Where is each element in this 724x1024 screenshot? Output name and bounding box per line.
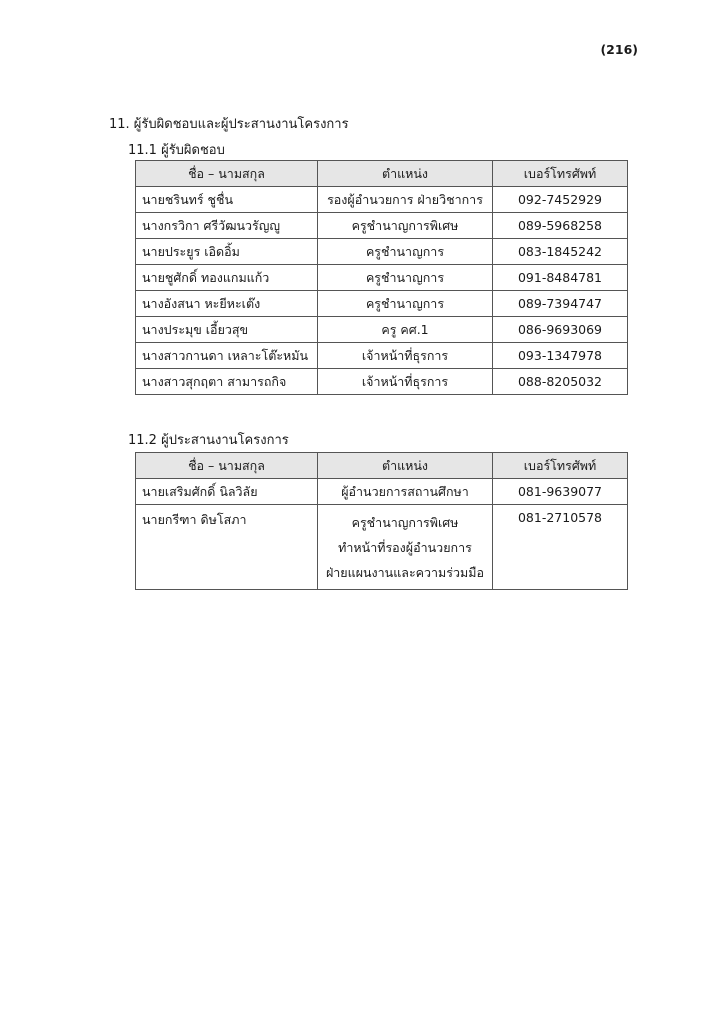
table-row [136,213,628,239]
cell-phone: 081-9639077 [493,479,628,505]
cell-name: นางอังสนา หะยีหะเต๊ง [136,291,318,317]
cell-name: นายประยูร เอิดอิ้ม [136,239,318,265]
cell-phone: 089-7394747 [493,291,628,317]
header-position: ตำแหน่ง [318,453,493,479]
cell-position: ครูชำนาญการ [318,265,493,291]
cell-position: ครูชำนาญการ [318,239,493,265]
cell-name: นางประมุข เอี้ยวสุข [136,317,318,343]
header-name: ชื่อ – นามสกุล [136,453,318,479]
cell-name: นายชูศักดิ์ ทองแกมแก้ว [136,265,318,291]
table-row [136,317,628,343]
cell-phone: 081-2710578 [493,505,628,590]
cell-phone: 091-8484781 [493,265,628,291]
table-row [136,369,628,395]
cell-phone: 093-1347978 [493,343,628,369]
table-header-row [136,161,628,187]
header-position: ตำแหน่ง [318,161,493,187]
table-row [136,265,628,291]
table-header-row [136,453,628,479]
cell-position: ผู้อำนวยการสถานศึกษา [318,479,493,505]
position-line: ครูชำนาญการพิเศษ [351,515,459,530]
responsible-table [135,160,628,395]
header-name: ชื่อ – นามสกุล [136,161,318,187]
cell-name: นายกรีฑา ดิษโสภา [136,505,318,590]
cell-position: ครู คศ.1 [318,317,493,343]
header-phone: เบอร์โทรศัพท์ [493,161,628,187]
page-number: (216) [600,42,638,57]
table-row [136,505,628,590]
section-heading: 11. ผู้รับผิดชอบและผู้ประสานงานโครงการ [109,117,349,132]
table-row [136,239,628,265]
position-line: ฝ่ายแผนงานและความร่วมมือ [325,565,485,580]
cell-name: นางสาวกานดา เหลาะโต๊ะหมัน [136,343,318,369]
table-row [136,343,628,369]
cell-position: เจ้าหน้าที่ธุรการ [318,369,493,395]
cell-phone: 086-9693069 [493,317,628,343]
position-line: ทำหน้าที่รองผู้อำนวยการ [338,540,472,555]
cell-position: ครูชำนาญการพิเศษ [318,213,493,239]
responsible-heading: 11.1 ผู้รับผิดชอบ [128,143,225,158]
cell-position: เจ้าหน้าที่ธุรการ [318,343,493,369]
table-row [136,291,628,317]
coordinators-heading: 11.2 ผู้ประสานงานโครงการ [128,433,289,448]
cell-phone: 088-8205032 [493,369,628,395]
cell-position: ครูชำนาญการ [318,291,493,317]
cell-phone: 092-7452929 [493,187,628,213]
cell-name: นายเสริมศักดิ์ นิลวิลัย [136,479,318,505]
cell-name: นายชรินทร์ ชูชื่น [136,187,318,213]
cell-phone: 083-1845242 [493,239,628,265]
header-phone: เบอร์โทรศัพท์ [493,453,628,479]
table-row [136,187,628,213]
table-row [136,479,628,505]
cell-name: นางสาวสุกฤตา สามารถกิจ [136,369,318,395]
cell-position: รองผู้อำนวยการ ฝ่ายวิชาการ [318,187,493,213]
cell-position [318,505,493,590]
cell-name: นางกรวิกา ศรีวัฒนวรัญญู [136,213,318,239]
coordinators-table [135,452,628,590]
cell-phone: 089-5968258 [493,213,628,239]
